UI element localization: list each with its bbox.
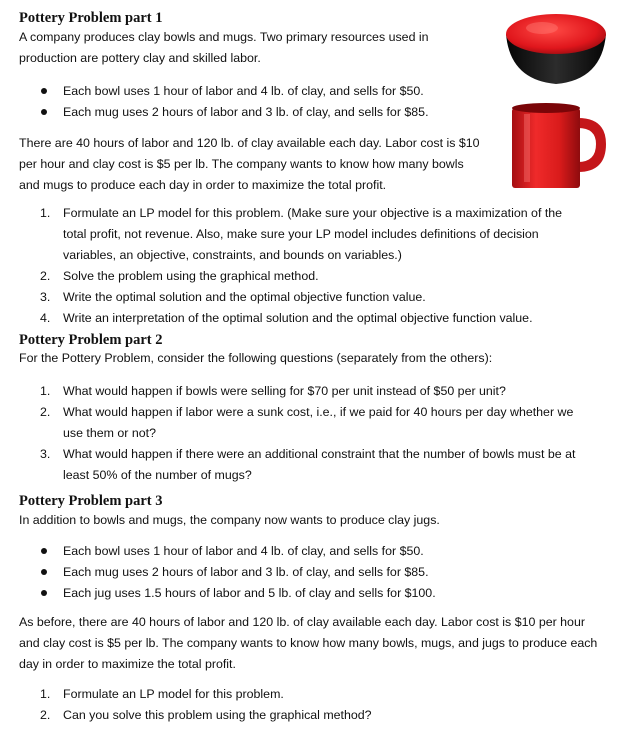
- list-item-line: What would happen if labor were a sunk cost, i.e., if we paid for 40 hours per day whether we: [63, 405, 574, 419]
- list-item-line: variables, an objective, constraints, and bounds on variables.): [63, 248, 402, 262]
- part1-task-list: [19, 203, 619, 329]
- list-item-line: Write an interpretation of the optimal solution and the optimal objective function value.: [63, 311, 533, 325]
- part3-intro-line: In addition to bowls and mugs, the company now wants to produce clay jugs.: [19, 513, 440, 527]
- part1-paragraph-line: per hour and clay cost is $5 per lb. The company wants to know how many bowls: [19, 157, 464, 171]
- list-item-line: Formulate an LP model for this problem.: [63, 687, 284, 701]
- bowl-inner: [506, 14, 606, 54]
- list-item: [19, 203, 619, 266]
- list-item-line: use them or not?: [63, 426, 156, 440]
- list-number: 3.: [40, 290, 51, 304]
- list-item-line: least 50% of the number of mugs?: [63, 468, 252, 482]
- list-item: [19, 402, 619, 444]
- list-item-line: Formulate an LP model for this problem. (Make sure your objective is a maximization of the: [63, 206, 563, 220]
- part3-bullet-list: [19, 541, 436, 604]
- list-number: 4.: [40, 311, 51, 325]
- list-item: Each mug uses 2 hours of labor and 3 lb. of clay, and sells for $85.: [19, 562, 436, 583]
- list-number: 2.: [40, 269, 51, 283]
- list-item: Each jug uses 1.5 hours of labor and 5 lb. of clay and sells for $100.: [19, 583, 436, 604]
- part1-intro-line: production are pottery clay and skilled labor.: [19, 51, 261, 65]
- list-item: Each bowl uses 1 hour of labor and 4 lb. of clay, and sells for $50.: [19, 81, 429, 102]
- part1-paragraph-line: There are 40 hours of labor and 120 lb. of clay available each day. Labor cost is $10: [19, 136, 480, 150]
- mug-body: [512, 108, 580, 188]
- part3-intro: [19, 510, 440, 531]
- part3-paragraph-line: As before, there are 40 hours of labor and 120 lb. of clay available each day. Labor cost is $10 per hour: [19, 615, 585, 629]
- list-number: 3.: [40, 447, 51, 461]
- part2-intro: [19, 348, 492, 369]
- list-item-line: What would happen if bowls were selling for $70 per unit instead of $50 per unit?: [63, 384, 506, 398]
- list-item: [19, 287, 619, 308]
- part3-paragraph: [19, 612, 597, 675]
- part1-intro: [19, 27, 429, 69]
- part2-title: Pottery Problem part 2: [19, 332, 163, 348]
- list-item: [19, 381, 619, 402]
- list-number: 2.: [40, 708, 51, 722]
- mug-handle: [578, 118, 606, 172]
- list-item: [19, 308, 619, 329]
- list-item-line: total profit, not revenue. Also, make sure your LP model includes definitions of decision: [63, 227, 539, 241]
- list-item-line: What would happen if there were an additional constraint that the number of bowls must be at: [63, 447, 576, 461]
- part1-bullet-list: [19, 81, 429, 123]
- part3-title: Pottery Problem part 3: [19, 493, 163, 509]
- bowl-highlight: [526, 22, 558, 34]
- part2-intro-line: For the Pottery Problem, consider the following questions (separately from the others):: [19, 351, 493, 365]
- list-item: Each mug uses 2 hours of labor and 3 lb. of clay, and sells for $85.: [19, 102, 429, 123]
- part3-paragraph-line: day in order to maximize the total profit.: [19, 657, 236, 671]
- bowl-image: [502, 8, 610, 88]
- part1-paragraph: [19, 133, 480, 196]
- part1-title: Pottery Problem part 1: [19, 10, 163, 26]
- mug-image: [502, 98, 612, 194]
- list-item: [19, 705, 619, 726]
- part2-question-list: [19, 381, 619, 486]
- list-item: Each bowl uses 1 hour of labor and 4 lb. of clay, and sells for $50.: [19, 541, 436, 562]
- list-number: 1.: [40, 687, 51, 701]
- part1-paragraph-line: and mugs to produce each day in order to maximize the total profit.: [19, 178, 387, 192]
- list-item: [19, 444, 619, 486]
- list-item: [19, 684, 619, 705]
- part1-intro-line: A company produces clay bowls and mugs. Two primary resources used in: [19, 30, 429, 44]
- mug-shine: [524, 114, 530, 182]
- list-number: 1.: [40, 206, 51, 220]
- mug-rim: [512, 103, 580, 113]
- list-item-line: Write the optimal solution and the optimal objective function value.: [63, 290, 426, 304]
- list-item-line: Solve the problem using the graphical method.: [63, 269, 319, 283]
- list-item: [19, 266, 619, 287]
- part3-task-list: [19, 684, 619, 726]
- list-number: 1.: [40, 384, 51, 398]
- part3-paragraph-line: and clay cost is $5 per lb. The company wants to know how many bowls, mugs, and jugs to produce each: [19, 636, 598, 650]
- list-number: 2.: [40, 405, 51, 419]
- list-item-line: Can you solve this problem using the graphical method?: [63, 708, 372, 722]
